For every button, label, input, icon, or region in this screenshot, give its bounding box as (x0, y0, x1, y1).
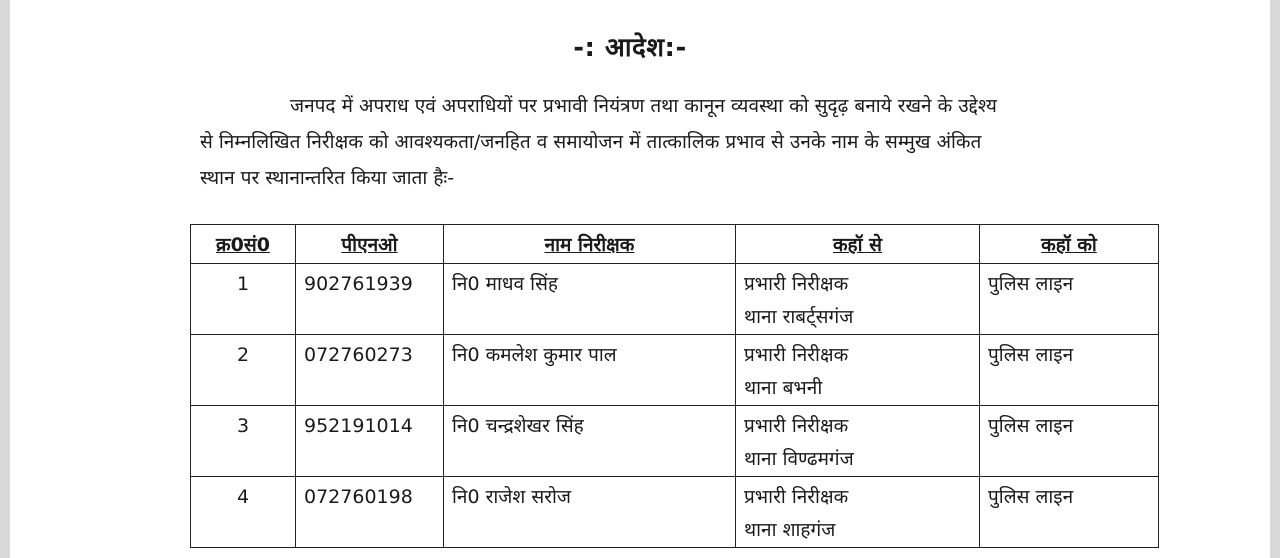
cell-from (736, 335, 980, 406)
cell-serial: 4 (191, 477, 296, 548)
from-post: प्रभारी निरीक्षक (744, 273, 849, 295)
cell-serial: 3 (191, 406, 296, 477)
cell-pno: 902761939 (296, 264, 444, 335)
cell-pno: 952191014 (296, 406, 444, 477)
cell-name: नि0 कमलेश कुमार पाल (444, 335, 736, 406)
from-post: प्रभारी निरीक्षक (744, 486, 849, 508)
from-post: प्रभारी निरीक्षक (744, 344, 849, 366)
table-row (191, 335, 1159, 406)
header-name: नाम निरीक्षक (444, 225, 736, 264)
header-from: कहॉ से (736, 225, 980, 264)
document-page (10, 0, 1270, 558)
cell-from (736, 406, 980, 477)
order-title: -: आदेश:- (573, 33, 687, 63)
cell-from (736, 477, 980, 548)
cell-serial: 2 (191, 335, 296, 406)
cell-from (736, 264, 980, 335)
cell-pno: 072760273 (296, 335, 444, 406)
transfer-table (190, 224, 1159, 548)
order-paragraph (200, 88, 1160, 196)
cell-to: पुलिस लाइन (980, 477, 1159, 548)
cell-name: नि0 चन्द्रशेखर सिंह (444, 406, 736, 477)
table-row (191, 406, 1159, 477)
cell-to: पुलिस लाइन (980, 335, 1159, 406)
header-pno: पीएनओ (296, 225, 444, 264)
from-post: प्रभारी निरीक्षक (744, 415, 849, 437)
table-header-row (191, 225, 1159, 264)
from-station: थाना राबर्ट्सगंज (744, 306, 854, 328)
from-station: थाना बभनी (744, 377, 823, 399)
header-serial: क्र0सं0 (191, 225, 296, 264)
cell-to: पुलिस लाइन (980, 264, 1159, 335)
paragraph-line-3: स्थान पर स्थानान्तरित किया जाता हैः- (200, 167, 455, 189)
from-station: थाना विण्ढमगंज (744, 448, 854, 470)
cell-pno: 072760198 (296, 477, 444, 548)
cell-serial: 1 (191, 264, 296, 335)
header-to: कहॉ को (980, 225, 1159, 264)
paragraph-line-1: जनपद में अपराध एवं अपराधियों पर प्रभावी नियंत्रण तथा कानून व्यवस्था को सुदृढ़ बनाये रखने के उद्देश्य (290, 95, 997, 117)
cell-to: पुलिस लाइन (980, 406, 1159, 477)
cell-name: नि0 राजेश सरोज (444, 477, 736, 548)
table-row (191, 264, 1159, 335)
cell-name: नि0 माधव सिंह (444, 264, 736, 335)
from-station: थाना शाहगंज (744, 519, 836, 541)
table-row (191, 477, 1159, 548)
paragraph-line-2: से निम्नलिखित निरीक्षक को आवश्यकता/जनहित व समायोजन में तात्कालिक प्रभाव से उनके नाम के सम्मुख अंकित (200, 131, 982, 153)
